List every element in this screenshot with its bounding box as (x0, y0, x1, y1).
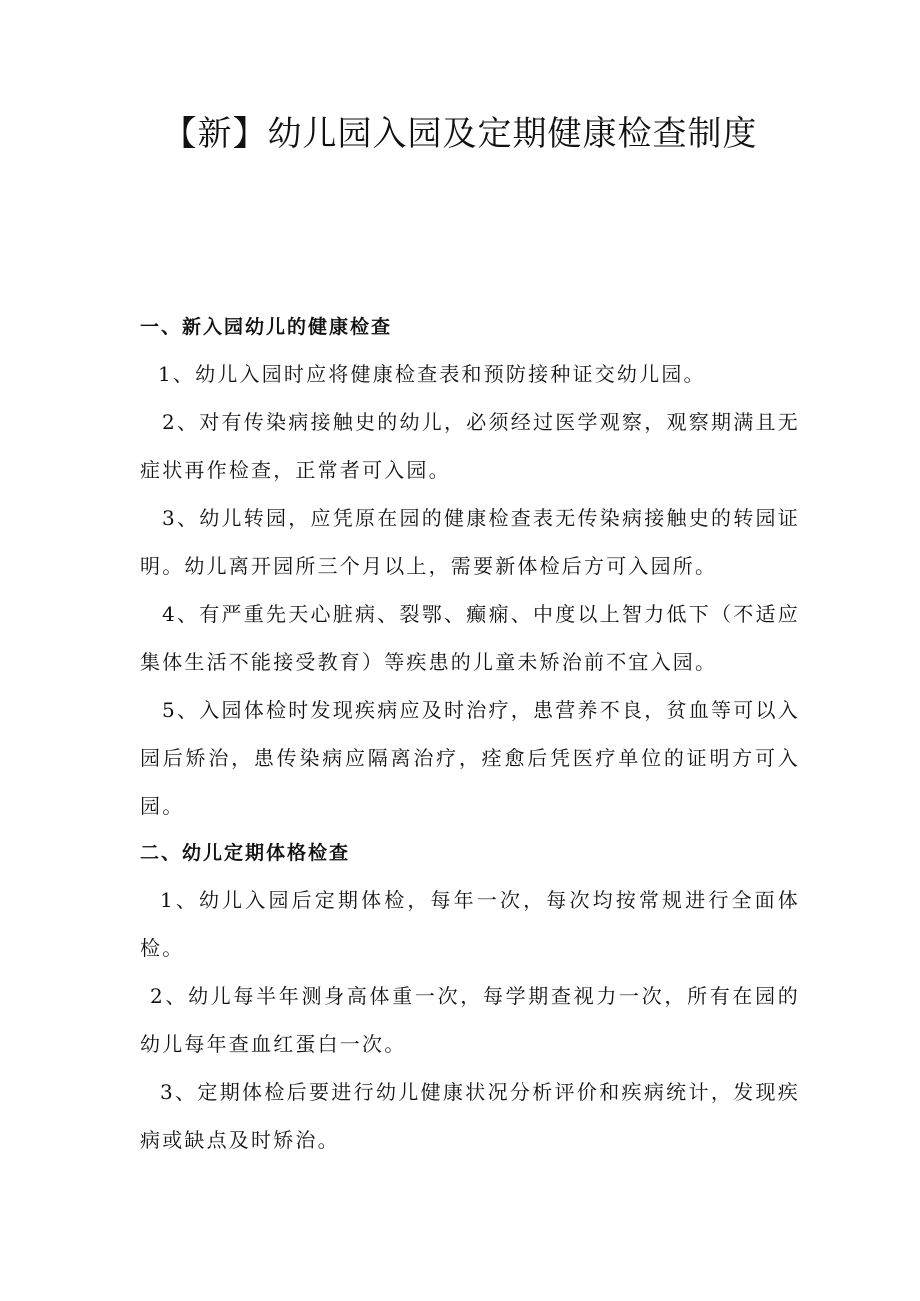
paragraph: 3、幼儿转园，应凭原在园的健康检查表无传染病接触史的转园证明。幼儿离开园所三个月以上，需要新体检后方可入园所。 (140, 506, 800, 578)
document-body (140, 304, 800, 1164)
section-new-enrollment-checkup (140, 304, 800, 830)
paragraph: 4、有严重先天心脏病、裂鄂、癫痫、中度以上智力低下（不适应集体生活不能接受教育）等疾患的儿童未矫治前不宜入园。 (140, 602, 800, 674)
section-heading: 一、新入园幼儿的健康检查 (140, 316, 393, 338)
section-heading: 二、幼儿定期体格检查 (140, 842, 351, 864)
paragraph: 3、定期体检后要进行幼儿健康状况分析评价和疾病统计，发现疾病或缺点及时矫治。 (140, 1080, 800, 1152)
paragraph: 1、幼儿入园时应将健康检查表和预防接种证交幼儿园。 (158, 362, 706, 386)
paragraph: 5、入园体检时发现疾病应及时治疗，患营养不良，贫血等可以入园后矫治，患传染病应隔离治疗，痊愈后凭医疗单位的证明方可入园。 (140, 698, 800, 818)
paragraph: 2、幼儿每半年测身高体重一次，每学期查视力一次，所有在园的幼儿每年查血红蛋白一次。 (140, 984, 800, 1056)
document-title: 【新】幼儿园入园及定期健康检查制度 (162, 114, 758, 154)
paragraph: 1、幼儿入园后定期体检，每年一次，每次均按常规进行全面体检。 (140, 888, 800, 960)
paragraph: 2、对有传染病接触史的幼儿，必须经过医学观察，观察期满且无症状再作检查，正常者可入园。 (140, 410, 800, 482)
section-periodic-checkup (140, 830, 800, 1164)
